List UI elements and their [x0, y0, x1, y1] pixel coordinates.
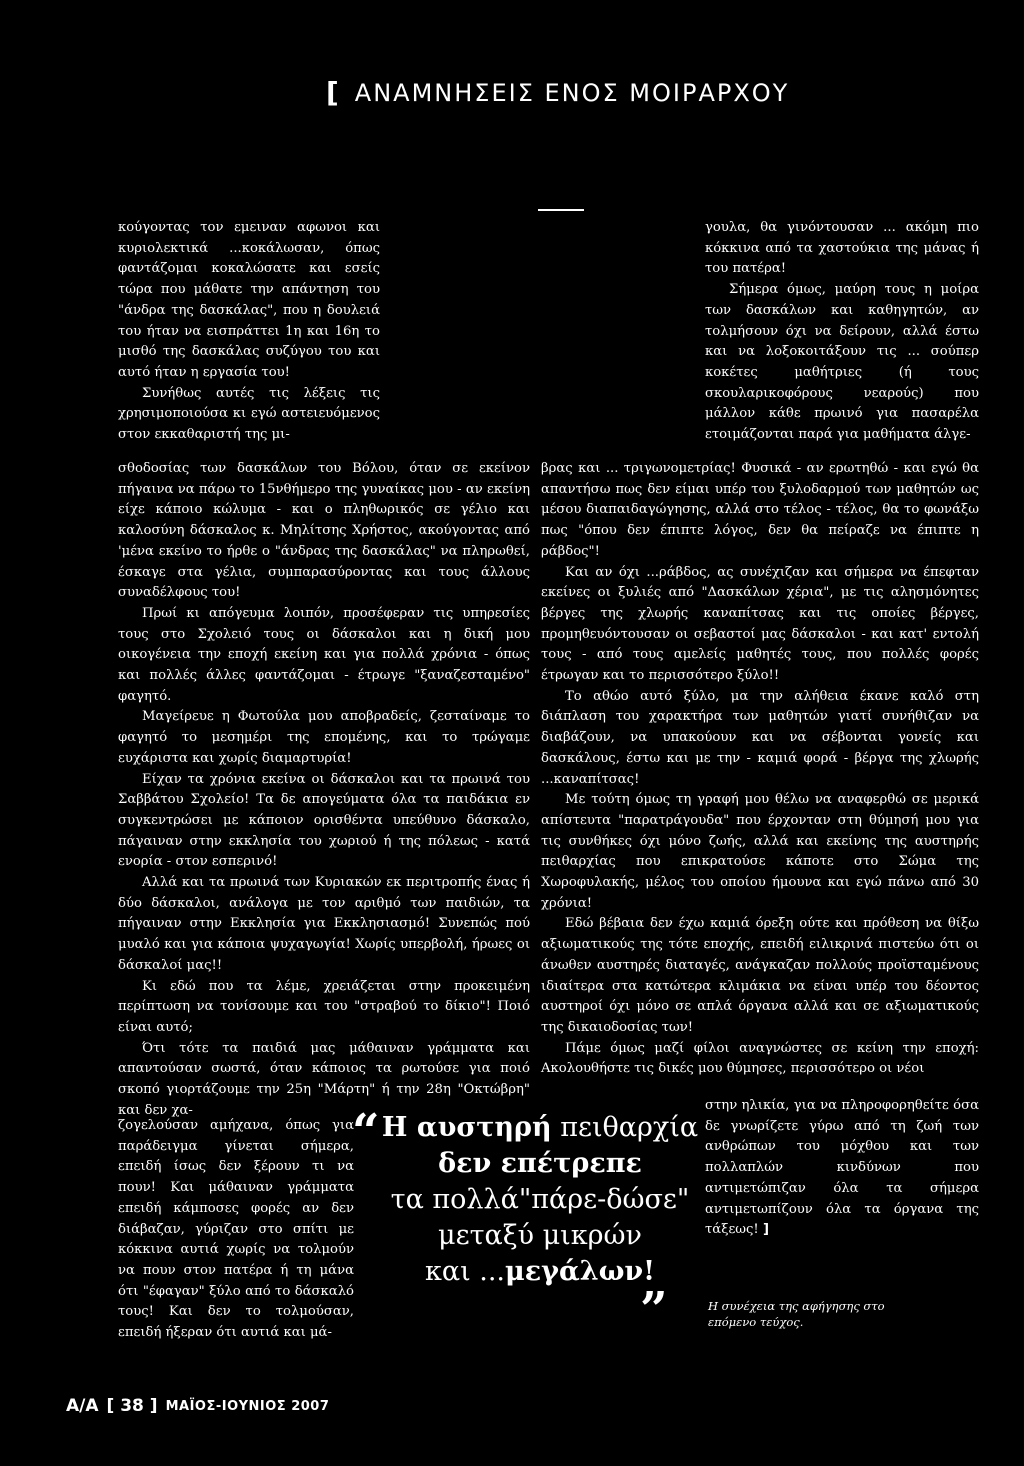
- paragraph: Πρωί κι απόγευμα λοιπόν, προσέφεραν τις υπηρεσίες τους στο Σχολειό τους οι δάσκαλοι και η δική μου οικογένεια την εποχή εκείνη και για πολλά χρόνια - όπως και πολλές άλλες φαντάζομαι - έτρωγε "ξαναζεσταμένο" φαγητό.: [118, 605, 530, 704]
- pull-quote: [360, 1110, 720, 1290]
- page-number: [ 38 ]: [106, 1396, 158, 1416]
- issue-date: ΜΑΪΟΣ-ΙΟΥΝΙΟΣ 2007: [165, 1398, 330, 1414]
- column-2-top: [705, 218, 979, 446]
- paragraph: Αλλά και τα πρωινά των Κυριακών εκ περιτροπής ένας ή δύο δάσκαλοι, ανάλογα με τον αριθμό των παιδιών, τα πήγαιναν στην Εκκλησία για Εκκλησιασμό! Συνεπώς πού μυαλό και για κάποια ψυχαγωγία! Χωρίς υπερβολή, ήρωες οι δάσκαλοί μας!!: [118, 875, 530, 973]
- magazine-name: Α/Α: [66, 1396, 99, 1416]
- paragraph: Πάμε όμως μαζί φίλοι αναγνώστες σε κείνη την εποχή: Ακολουθήστε τις δικές μου θύμησες, περισσότερο οι νέοι: [541, 1040, 979, 1077]
- pull-quote-line: μεταξύ μικρών: [438, 1220, 642, 1251]
- paragraph: Συνήθως αυτές τις λέξεις τις χρησιμοποιούσα κι εγώ αστειευόμενος στον εκκαθαριστή της μι-: [118, 385, 380, 443]
- pull-quote-bold: Η αυστηρή: [381, 1112, 552, 1143]
- paragraph: Είχαν τα χρόνια εκείνα οι δάσκαλοι και τα πρωινά του Σαββάτου Σχολείο! Τα δε απογεύματα όλα τα παιδάκια εν συγκεντρώσει με κάποιον ορισθέντα υπεύθυνο δάσκαλο, πάγαιναν στην εκκλησία του χωριού ή της πόλεως - κατά ενορία - στον εσπερινό!: [118, 771, 530, 870]
- quote-open-mark: “: [352, 1104, 380, 1160]
- page-header: [326, 76, 789, 109]
- pull-quote-line: [360, 1110, 720, 1146]
- section-title: ΑΝΑΜΝΗΣΕΙΣ ΕΝΟΣ ΜΟΙΡΑΡΧΟΥ: [354, 78, 790, 107]
- pull-quote-line: δεν επέτρεπε: [438, 1148, 642, 1179]
- pull-quote-line: τα πολλά"πάρε-δώσε": [390, 1184, 690, 1215]
- paragraph: Κι εδώ που τα λέμε, χρειάζεται στην προκειμένη περίπτωση να τονίσουμε και του "στραβού το δίκιο"! Ποιό είναι αυτό;: [118, 978, 530, 1035]
- paragraph: βρας και ... τριγωνομετρίας! Φυσικά - αν ερωτηθώ - και εγώ θα απαντήσω πως δεν είμαι υπέρ του ξυλοδαρμού των μαθητών ως μέσου διαπαιδαγώγησης, αλλά στο τέλος - τέλος, θα το φωνάξω πως "όπου δεν έπιπτε λόγος, δεν θα πείραζε να έπιπτε η ράβδος"!: [541, 461, 979, 559]
- paragraph: Το αθώο αυτό ξύλο, μα την αλήθεια έκανε καλό στη διάπλαση του χαρακτήρα των μαθητών γιατί συνήθιζαν να διαβάζουν, να υπακούουν και να σέβονται γονείς και δασκάλους, έστω και με την - καμιά φορά - βέργα της χλωρής ...καναπίτσας!: [541, 688, 979, 787]
- continuation-note: Η συνέχεια της αφήγησης στο επόμενο τεύχος.: [708, 1299, 885, 1329]
- paragraph: σθοδοσίας των δασκάλων του Βόλου, όταν σε εκείνον πήγαινα να πάρω το 15νθήμερο της γυναίκας μου - αν εκείνη είχε κάποιο κώλυμα - και ο πληθωρικός σε γέλιο και καλοσύνη δάσκαλος κ. Μηλίτσης Χρήστος, ακούγοντας από 'μένα εκείνο το ήρθε ο "άνδρας της δασκάλας" να πληρωθεί, έσκαγε στα γέλια, συμπαρασύροντας και τους άλλους συναδέλφους του!: [118, 461, 530, 601]
- pull-quote-text: πειθαρχία: [551, 1112, 699, 1143]
- paragraph: Σήμερα όμως, μαύρη τους η μοίρα των δασκάλων και καθηγητών, αν τολμήσουν όχι να δείρουν, αλλά έστω και να λοξοκοιτάξουν τις ... σούπερ κοκέτες μαθήτριες (ή τους σκουλαρικοφόρους νεαρούς) που μάλλον κάθε πρωινό για πασαρέλα ετοιμάζονται παρά για μαθήματα άλγε-: [705, 282, 979, 443]
- paragraph: Εδώ βέβαια δεν έχω καμιά όρεξη ούτε και πρόθεση να θίξω αξιωματικούς της τότε εποχής, επειδή ειλικρινά πιστεύω ότι οι άνωθεν αυστηρές διαταγές, ανάγκαζαν πολλούς προϊσταμένους ιδιαίτερα στα κατώτερα κλιμάκια να είναι υπέρ του δέοντος αυστηροί όχι μόνο σε απλά όργανα αλλά και σε αξιωματικούς της δικαιοδοσίας των!: [541, 916, 979, 1035]
- column-1-bottom: [118, 1116, 354, 1344]
- column-2-bottom: [705, 1096, 979, 1241]
- paragraph: ζογελούσαν αμήχανα, όπως για παράδειγμα γίνεται σήμερα, επειδή ίσως δεν ξέρουν τι να πουν! Και μάθαιναν γράμματα επειδή κάμποσες φορές αν δεν διάβαζαν, γύριζαν στο σπίτι με κόκκινα αυτιά χωρίς να τολμούν να πουν στον πατέρα ή τη μάνα ότι "έφαγαν" ξύλο από το δάσκαλό τους! Και δεν το τολμούσαν, επειδή ήξεραν ότι αυτιά και μά-: [118, 1118, 354, 1341]
- paragraph: Και αν όχι ...ράβδος, ας συνέχιζαν και σήμερα να έπεφταν εκείνες οι ξυλιές από "Δασκάλων χέρια", με τις αλησμόνητες βέργες της χλωρής καναπίτσας και τις οποίες βέργες, προμηθευόντουσαν οι σεβαστοί μας δάσκαλοι - και κατ' εντολή τους - από τους αμελείς μαθητές τους, που πολλές φορές έτρωγαν και το περισσότερο ξύλο!!: [541, 564, 979, 684]
- quote-close-mark: ”: [640, 1282, 668, 1338]
- column-1-top: [118, 218, 380, 446]
- header-bracket: [: [326, 76, 341, 109]
- paragraph: κούγοντας τον εμειναν αφωνοι και κυριολεκτικά ...κοκάλωσαν, όπως φαντάζομαι κοκαλώσατε και εσείς τώρα που μάθατε την απάντηση του "άνδρα της δασκάλας", που η δουλειά του ήταν να εισπράττει 1η και 16η το μισθό της δασκάλας συζύγου του και αυτό ήταν η εργασία του!: [118, 220, 380, 380]
- column-rule: [538, 209, 584, 211]
- end-mark: ]: [762, 1222, 769, 1238]
- paragraph: γουλα, θα γινόντουσαν ... ακόμη πιο κόκκινα από τα χαστούκια της μάνας ή του πατέρα!: [705, 220, 979, 277]
- page-footer: [66, 1396, 329, 1416]
- pull-quote-text: και ...: [424, 1256, 505, 1287]
- paragraph: Ότι τότε τα παιδιά μας μάθαιναν γράμματα και απαντούσαν σωστά, όταν κάποιος τα ρωτούσε για ποιό σκοπό γιορτάζουμε την 25η "Μάρτη" ή την 28η "Οκτώβρη" και δεν χα-: [118, 1040, 530, 1118]
- column-2-middle: [541, 459, 979, 1080]
- column-1-middle: [118, 459, 530, 1122]
- paragraph: Με τούτη όμως τη γραφή μου θέλω να αναφερθώ σε μερικά απίστευτα "παρατράγουδα" που έρχονταν στη θύμησή μου για τις συνθήκες όχι μόνο ζωής, αλλά και εκείνης της αυστηρής πειθαρχίας που επικρατούσε κάποτε στο Σώμα της Χωροφυλακής, μέλος του οποίου ήμουνα και εγώ πάνω από 30 χρόνια!: [541, 792, 979, 911]
- paragraph: Μαγείρευε η Φωτούλα μου αποβραδείς, ζεσταίναμε το φαγητό το μεσημέρι της επομένης, και το τρώγαμε ευχάριστα και χωρίς διαμαρτυρία!: [118, 709, 530, 766]
- pull-quote-bold: μεγάλων!: [505, 1256, 656, 1287]
- paragraph: [705, 1096, 979, 1241]
- paragraph-text: στην ηλικία, για να πληροφορηθείτε όσα δε γνωρίζετε γύρω από τη ζωή των ανθρώπων του μόχθου και των πολλαπλών κινδύνων που αντιμετώπιζαν όλα τα σήμερα αντιμετωπίζουν όλα τα όργανα της τάξεως!: [705, 1098, 979, 1238]
